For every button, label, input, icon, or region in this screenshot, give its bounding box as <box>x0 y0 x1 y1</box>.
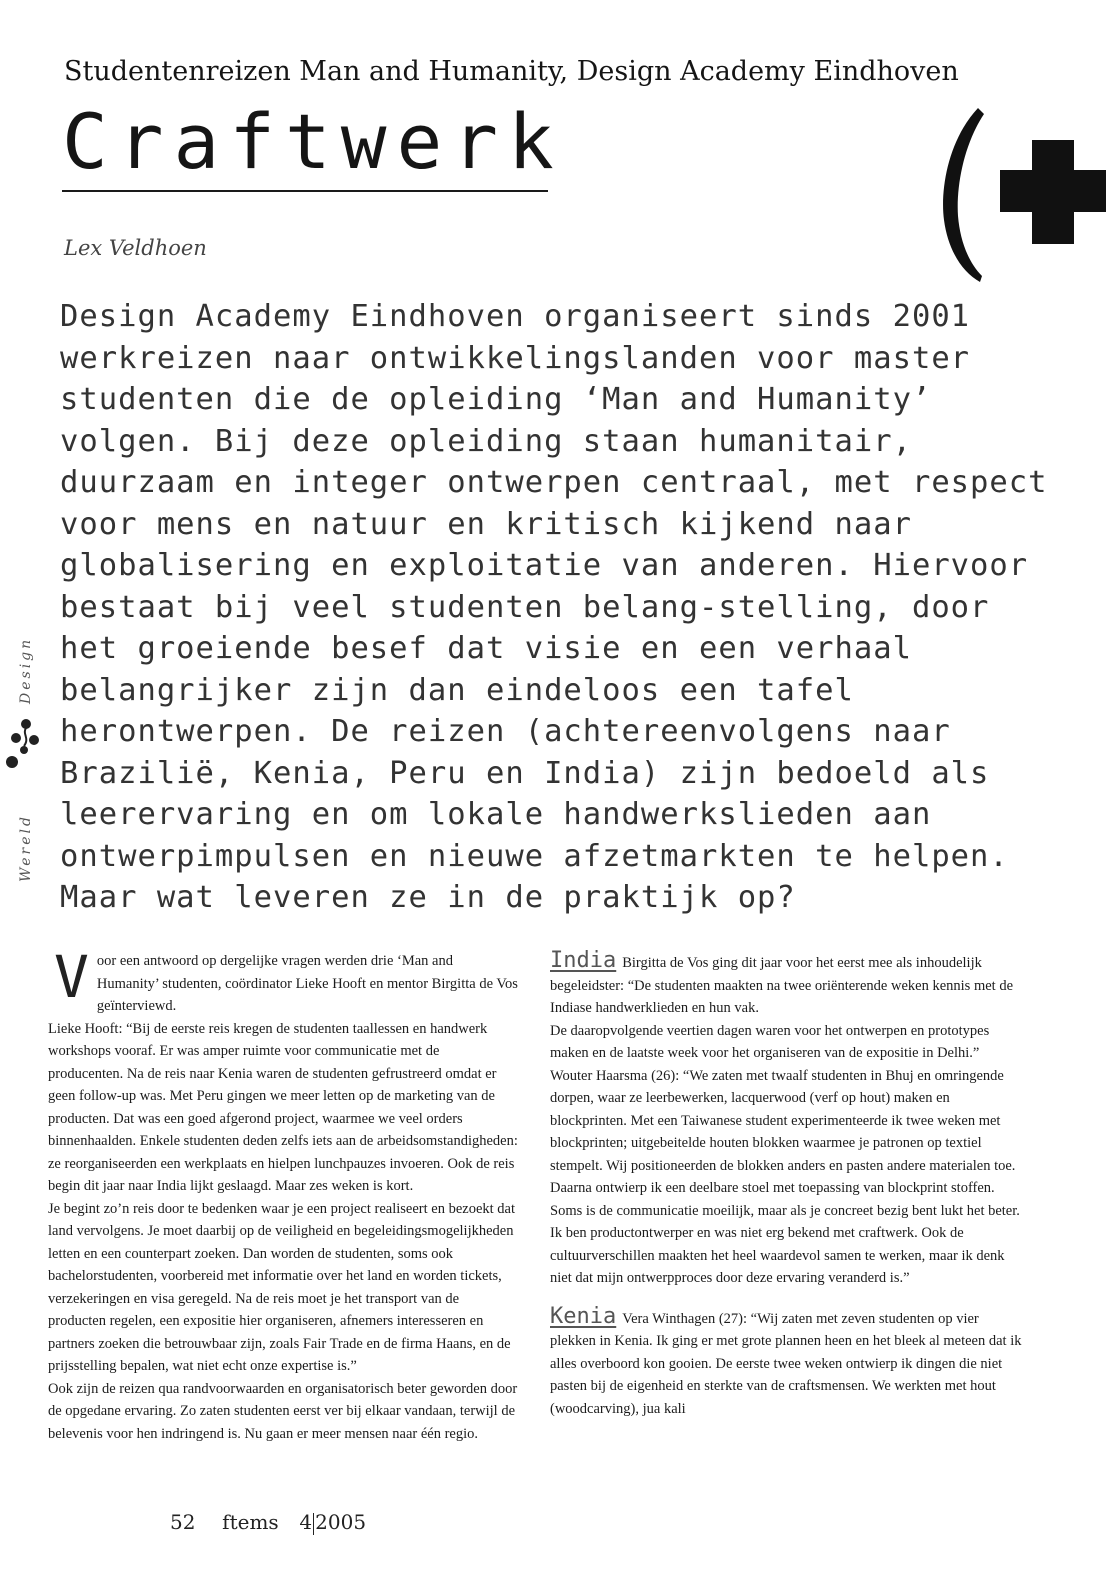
intro-paragraph: Design Academy Eindhoven organiseert sinds 2001 werkreizen naar ontwikkelingslanden voor master studenten die de opleiding ‘Man and Humanity’ volgen. Bij deze opleiding staan humanitair, duurzaam en integer ontwerpen centraal, met respect voor mens en natuur en kritisch kijkend naar globalisering en exploitatie van anderen. Hiervoor bestaat bij veel studenten belang-stelling, door het groeiende besef dat visie en een verhaal belangrijker zijn dan eindeloos een tafel herontwerpen. De reizen (achtereenvolgens naar Brazilië, Kenia, Peru en India) zijn bedoeld als leerervaring en om lokale handwerkslieden aan ontwerpimpulsen en nieuwe afzetmarkten te helpen. Maar wat leveren ze in de praktijk op? <box>60 299 1048 915</box>
ornament-icon <box>4 716 46 772</box>
kenia-text: Vera Winthagen (27): “Wij zaten met zeven studenten op vier plekken in Kenia. Ik ging er met grote plannen heen en het bleek al meteen dat ik alles overboord kon gooien. De eerste twee weken ontwierp ik dingen die niet pasten bij de eigenheid en sterkte van de craftsmensen. We werkten met hout (woodcarving), jua kali <box>550 1310 1022 1417</box>
issue-year: 2005 <box>315 1510 367 1534</box>
india-intro-text: Birgitta de Vos ging dit jaar voor het eerst mee als inhoudelijk begeleidster: “De studenten maakten na twee oriënterende weken kennis met de Indiase handwerklieden en hun vak. <box>550 955 1014 1016</box>
paragraph-organisation: Ook zijn de reizen qua randvoorwaarden en organisatorisch beter geworden door de opgedane ervaring. Zo zaten studenten eerst ver bij elkaar vandaan, terwijl de belevenis voor hen indringend is. Nu gaan er meer mensen naar één regio. <box>48 1380 518 1442</box>
lead-text: oor een antwoord op dergelijke vragen werden drie ‘Man and Humanity’ studenten, coördinator Lieke Hooft en mentor Birgitta de Vos geïnterviewd. <box>96 953 518 1014</box>
side-label-design: Design <box>18 636 34 704</box>
page-footer <box>170 1510 366 1535</box>
author-byline: Lex Veldhoen <box>64 236 207 260</box>
page-number: 52 <box>170 1510 196 1534</box>
paragraph-india-schedule: De daaropvolgende veertien dagen waren voor het ontwerpen en prototypes maken en de laatste week voor het organiseren van de expositie in Delhi.” <box>550 1022 990 1061</box>
drop-cap: V <box>54 943 89 1011</box>
lead-paragraph <box>48 943 518 1018</box>
article-title: Craftwerk <box>62 97 564 186</box>
article-column-left <box>48 943 518 1445</box>
paragraph-wouter-haarsma: Wouter Haarsma (26): “We zaten met twaalf studenten in Bhuj en omringende dorpen, waar ze leerbewerken, lacquerwood (verf op hout) maken en blockprinten. Met een Taiwanese student experimenteerde ik twee weken met blockprinten; uitgebeitelde houten blokken waarmee je patronen op textiel stempelt. Wij positioneerden de blokken anders en pasten andere materialen toe. Daarna ontwierp ik een deelbare stoel met toepassing van blockprint stoffen. Soms is de communicatie moeilijk, maar als je concreet bezig bent lukt het beter. Ik ben productontwerper en was niet erg bekend met craftwerk. Ook de cultuurverschillen maakten het heel waardevol samen te werken, maar ik denk niet dat mijn ontwerpproces door deze ervaring veranderd is.” <box>550 1067 1020 1286</box>
side-label-wereld: Wereld <box>18 814 34 882</box>
section-heading-india: India <box>550 948 617 973</box>
paragraph-lieke-hooft: Lieke Hooft: “Bij de eerste reis kregen de studenten taallessen en handwerk workshops vooraf. Er was amper ruimte voor communicatie met de producenten. Na de reis naar Kenia waren de studenten gefrustreerd omdat er geen follow-up was. Met Peru gingen we meer letten op de marketing van de producten. Dat was een goed afgerond project, waarmee we veel orders binnenhaalden. Enkele studenten deden zelfs iets aan de arbeidsomstandigheden: ze reorganiseerden een werkplaats en hielpen lunchpauzes invoeren. Ook de reis begin dit jaar naar India lijkt geslaagd. Maar zes weken is kort. <box>48 1020 518 1194</box>
header-kicker: Studentenreizen Man and Humanity, Design Academy Eindhoven <box>64 56 959 87</box>
india-intro-paragraph <box>550 950 1028 1020</box>
kenia-paragraph <box>550 1303 1028 1421</box>
section-gap <box>550 1290 1028 1306</box>
section-side-label <box>4 620 44 910</box>
paragraph-travel-process: Je begint zo’n reis door te bedenken waar je een project realiseert en bezoekt dat land vervolgens. Je moet daarbij op de veiligheid en begeleidingsmogelijkheden letten en een counterpart zoeken. Dan worden de studenten, soms ook bachelorstudenten, voorbereid met informatie over het land en worden tickets, verzekeringen en visa geregeld. Na de reis moet je het transport van de producten regelen, een expositie hier organiseren, afnemers interesseren en partners zoeken die betrouwbaar zijn, zoals Fair Trade en de firma Haans, en de prijsstelling bepalen, wat niet echt onze expertise is.” <box>48 1200 516 1374</box>
issue-number: 4 <box>299 1510 313 1534</box>
article-column-right <box>550 950 1028 1420</box>
section-heading-kenia: Kenia <box>550 1303 617 1329</box>
issue-separator <box>313 1513 314 1535</box>
title-underline <box>62 190 548 192</box>
bracket-plus-logo-icon <box>938 100 1108 285</box>
magazine-name: ftems <box>222 1510 279 1534</box>
